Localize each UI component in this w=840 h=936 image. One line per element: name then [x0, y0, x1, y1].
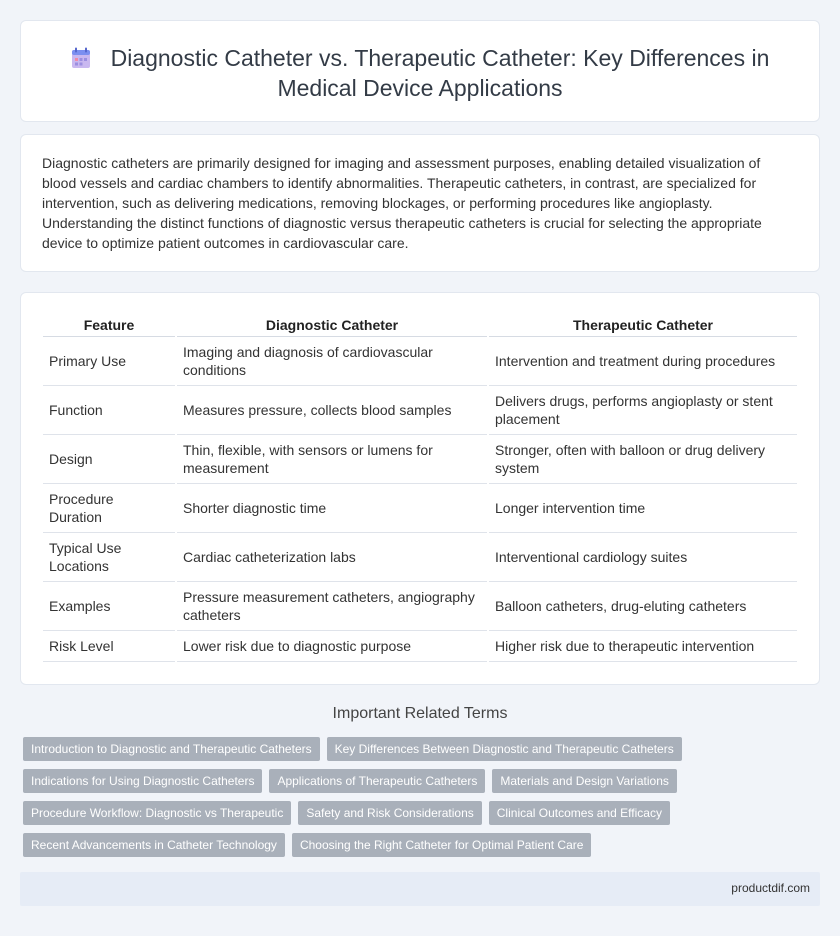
table-row [43, 582, 797, 631]
header-feature: Feature [43, 313, 175, 337]
cell-diagnostic: Shorter diagnostic time [177, 484, 487, 533]
intro-paragraph: Diagnostic catheters are primarily designed for imaging and assessment purposes, enabling detailed visualization of blood vessels and cardiac chambers to identify abnormalities. Therapeutic catheters, in contrast, are specialized for intervention, such as delivering medications, removing blockages, or performing procedures like angioplasty. Understanding the distinct functions of diagnostic versus therapeutic catheters is crucial for selecting the appropriate device to optimize patient outcomes in cardiovascular care. [42, 155, 762, 251]
cell-diagnostic: Measures pressure, collects blood samples [177, 386, 487, 435]
cell-feature: Primary Use [43, 337, 175, 386]
related-term-tag[interactable]: Indications for Using Diagnostic Catheters [23, 769, 262, 793]
related-term-tag[interactable]: Procedure Workflow: Diagnostic vs Therapeutic [23, 801, 291, 825]
related-term-tag[interactable]: Clinical Outcomes and Efficacy [489, 801, 670, 825]
cell-therapeutic: Longer intervention time [489, 484, 797, 533]
cell-feature: Risk Level [43, 631, 175, 662]
related-term-tag[interactable]: Materials and Design Variations [492, 769, 677, 793]
table-row [43, 484, 797, 533]
intro-card [20, 134, 820, 272]
related-term-tag[interactable]: Choosing the Right Catheter for Optimal Patient Care [292, 833, 591, 857]
cell-diagnostic: Cardiac catheterization labs [177, 533, 487, 582]
comparison-table [41, 313, 799, 662]
table-header-row [43, 313, 797, 337]
cell-feature: Design [43, 435, 175, 484]
comparison-table-card [20, 292, 820, 685]
related-term-tag[interactable]: Applications of Therapeutic Catheters [269, 769, 485, 793]
footer [20, 872, 820, 906]
page-title-wrap [21, 43, 819, 103]
related-term-tag[interactable]: Key Differences Between Diagnostic and Therapeutic Catheters [327, 737, 682, 761]
calendar-icon [71, 47, 91, 69]
cell-diagnostic: Lower risk due to diagnostic purpose [177, 631, 487, 662]
cell-therapeutic: Higher risk due to therapeutic intervention [489, 631, 797, 662]
page-title: Diagnostic Catheter vs. Therapeutic Catheter: Key Differences in Medical Device Applications [110, 45, 770, 101]
cell-diagnostic: Pressure measurement catheters, angiography catheters [177, 582, 487, 631]
cell-therapeutic: Stronger, often with balloon or drug delivery system [489, 435, 797, 484]
cell-feature: Examples [43, 582, 175, 631]
table-row [43, 631, 797, 662]
table-row [43, 533, 797, 582]
table-row [43, 337, 797, 386]
cell-feature: Procedure Duration [43, 484, 175, 533]
related-terms-list [23, 737, 823, 865]
cell-therapeutic: Intervention and treatment during procedures [489, 337, 797, 386]
related-term-tag[interactable]: Introduction to Diagnostic and Therapeutic Catheters [23, 737, 320, 761]
related-term-tag[interactable]: Recent Advancements in Catheter Technology [23, 833, 285, 857]
cell-therapeutic: Delivers drugs, performs angioplasty or stent placement [489, 386, 797, 435]
header-diagnostic: Diagnostic Catheter [177, 313, 487, 337]
header-card [20, 20, 820, 122]
related-term-tag[interactable]: Safety and Risk Considerations [298, 801, 481, 825]
header-therapeutic: Therapeutic Catheter [489, 313, 797, 337]
footer-site-link[interactable]: productdif.com [731, 881, 810, 895]
cell-feature: Function [43, 386, 175, 435]
cell-diagnostic: Imaging and diagnosis of cardiovascular conditions [177, 337, 487, 386]
table-row [43, 435, 797, 484]
cell-feature: Typical Use Locations [43, 533, 175, 582]
table-row [43, 386, 797, 435]
related-terms-title: Important Related Terms [332, 705, 508, 722]
cell-therapeutic: Balloon catheters, drug-eluting catheters [489, 582, 797, 631]
cell-therapeutic: Interventional cardiology suites [489, 533, 797, 582]
cell-diagnostic: Thin, flexible, with sensors or lumens for measurement [177, 435, 487, 484]
